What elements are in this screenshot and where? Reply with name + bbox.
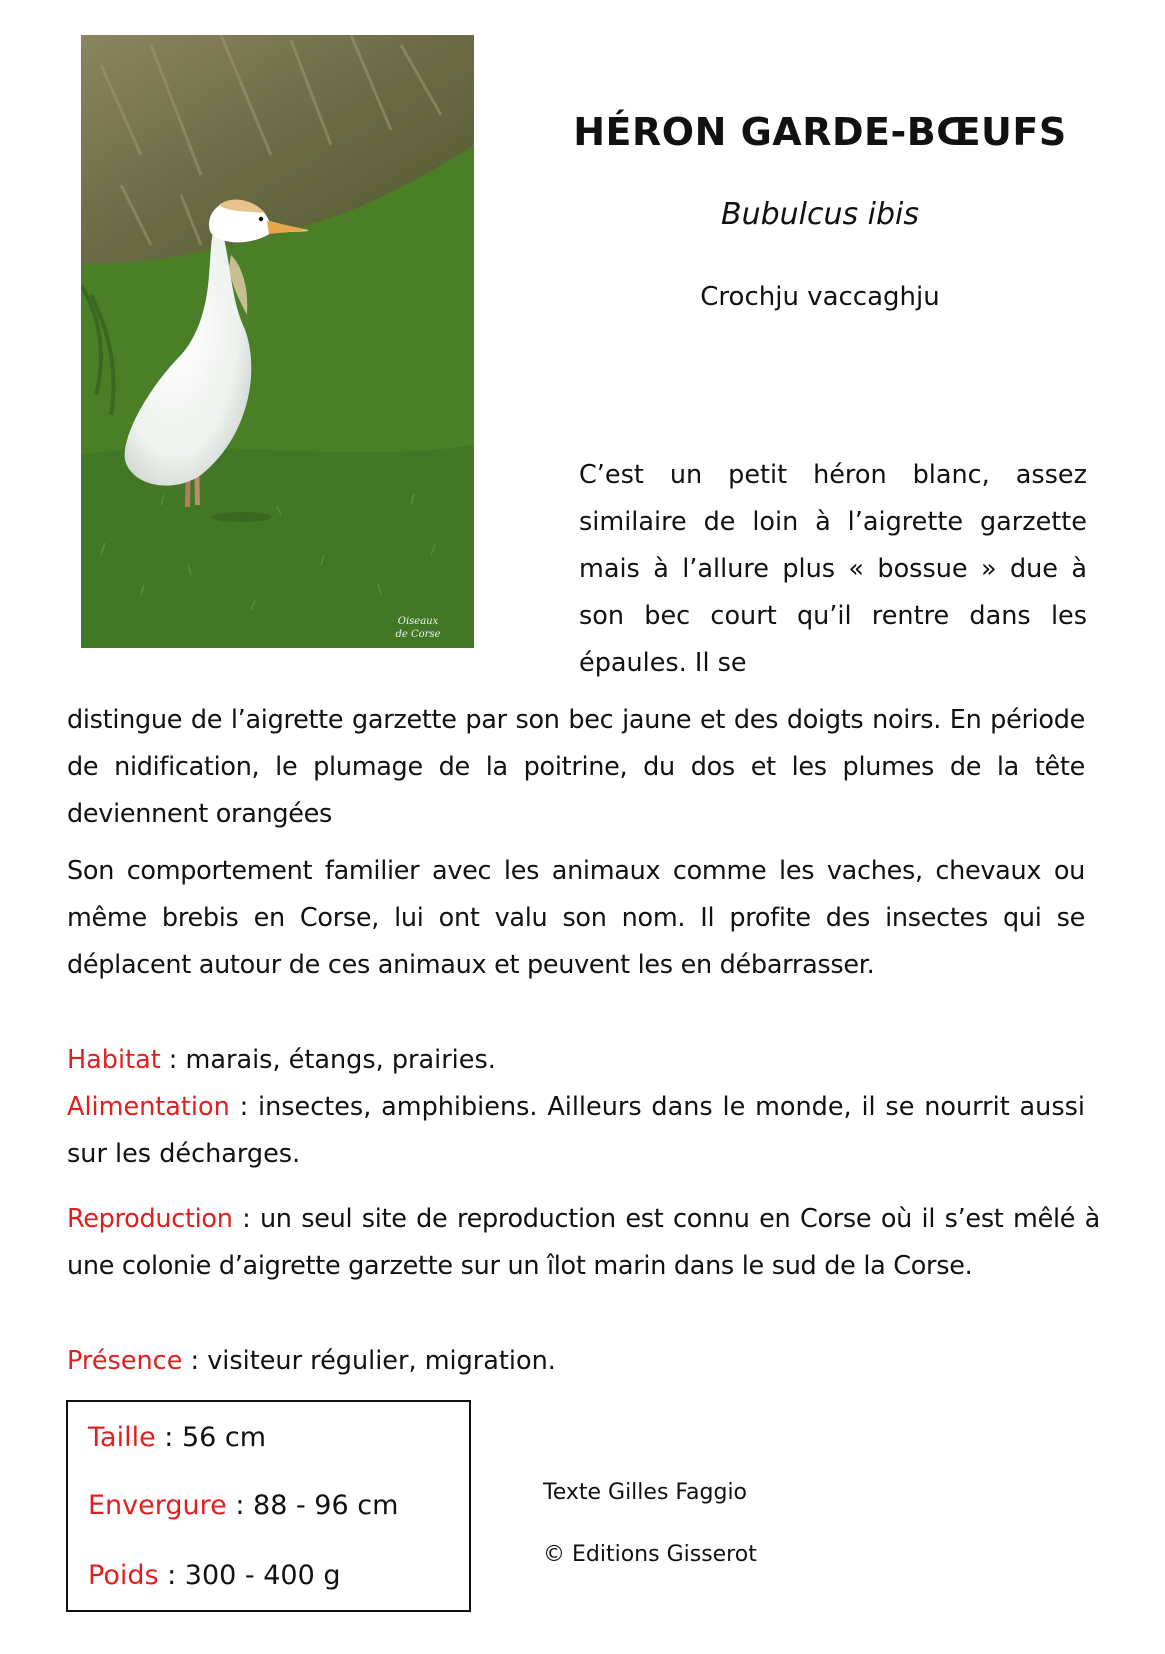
reproduction-text: : un seul site de reproduction est connu en Corse où il s’est mêlé à une colonie d’aigrette garzette sur un îlot marin dans le sud de la Corse. bbox=[67, 1204, 1100, 1281]
bird-photo bbox=[81, 35, 474, 648]
presence-label: Présence bbox=[67, 1346, 183, 1376]
alimentation-text: : insectes, amphibiens. Ailleurs dans le monde, il se nourrit aussi sur les décharges. bbox=[67, 1092, 1085, 1169]
local-name: Crochju vaccaghju bbox=[700, 282, 940, 312]
wingspan-label: Envergure bbox=[88, 1490, 227, 1521]
intro-continued-paragraph: distingue de l’aigrette garzette par son bec jaune et des doigts noirs. En période de nidification, le plumage de la poitrine, du dos et les plumes de la tête deviennent orangées bbox=[67, 705, 1085, 829]
wingspan-value: : 88 - 96 cm bbox=[226, 1490, 399, 1521]
behavior-paragraph: Son comportement familier avec les animaux comme les vaches, chevaux ou même brebis en Corse, lui ont valu son nom. Il profite des insectes qui se déplacent autour de ces animaux et peuvent les en débarrasser. bbox=[67, 856, 1085, 980]
page-title: HÉRON GARDE-BŒUFS bbox=[573, 110, 1067, 154]
text-author-credit: Texte Gilles Faggio bbox=[543, 1480, 748, 1505]
reproduction-paragraph bbox=[67, 1196, 1100, 1290]
wingspan-row bbox=[88, 1488, 398, 1524]
publisher-credit: © Editions Gisserot bbox=[543, 1542, 757, 1567]
presence-text: : visiteur régulier, migration. bbox=[182, 1346, 556, 1376]
watermark-line-1: Oiseaux bbox=[397, 616, 439, 627]
presence-paragraph bbox=[67, 1338, 1085, 1385]
alimentation-paragraph bbox=[67, 1084, 1085, 1178]
habitat-label: Habitat bbox=[67, 1045, 161, 1075]
watermark-line-2: de Corse bbox=[395, 629, 441, 640]
alimentation-label: Alimentation bbox=[67, 1092, 230, 1122]
photo-watermark bbox=[388, 615, 448, 641]
size-row bbox=[88, 1420, 266, 1456]
cattle-egret-photo bbox=[81, 35, 474, 648]
habitat-paragraph bbox=[67, 1037, 1085, 1084]
intro-paragraph: C’est un petit héron blanc, assez similaire de loin à l’aigrette garzette mais à l’allure plus « bossue » due à son bec court qu’il rentre dans les épaules. Il se bbox=[579, 460, 1087, 678]
weight-label: Poids bbox=[88, 1560, 159, 1591]
size-value: : 56 cm bbox=[155, 1422, 267, 1453]
size-label: Taille bbox=[88, 1422, 156, 1453]
measurements-box bbox=[66, 1400, 471, 1612]
habitat-text: : marais, étangs, prairies. bbox=[160, 1045, 496, 1075]
reproduction-label: Reproduction bbox=[67, 1204, 233, 1234]
weight-value: : 300 - 400 g bbox=[158, 1560, 341, 1591]
scientific-name: Bubulcus ibis bbox=[720, 197, 919, 232]
weight-row bbox=[88, 1558, 341, 1594]
